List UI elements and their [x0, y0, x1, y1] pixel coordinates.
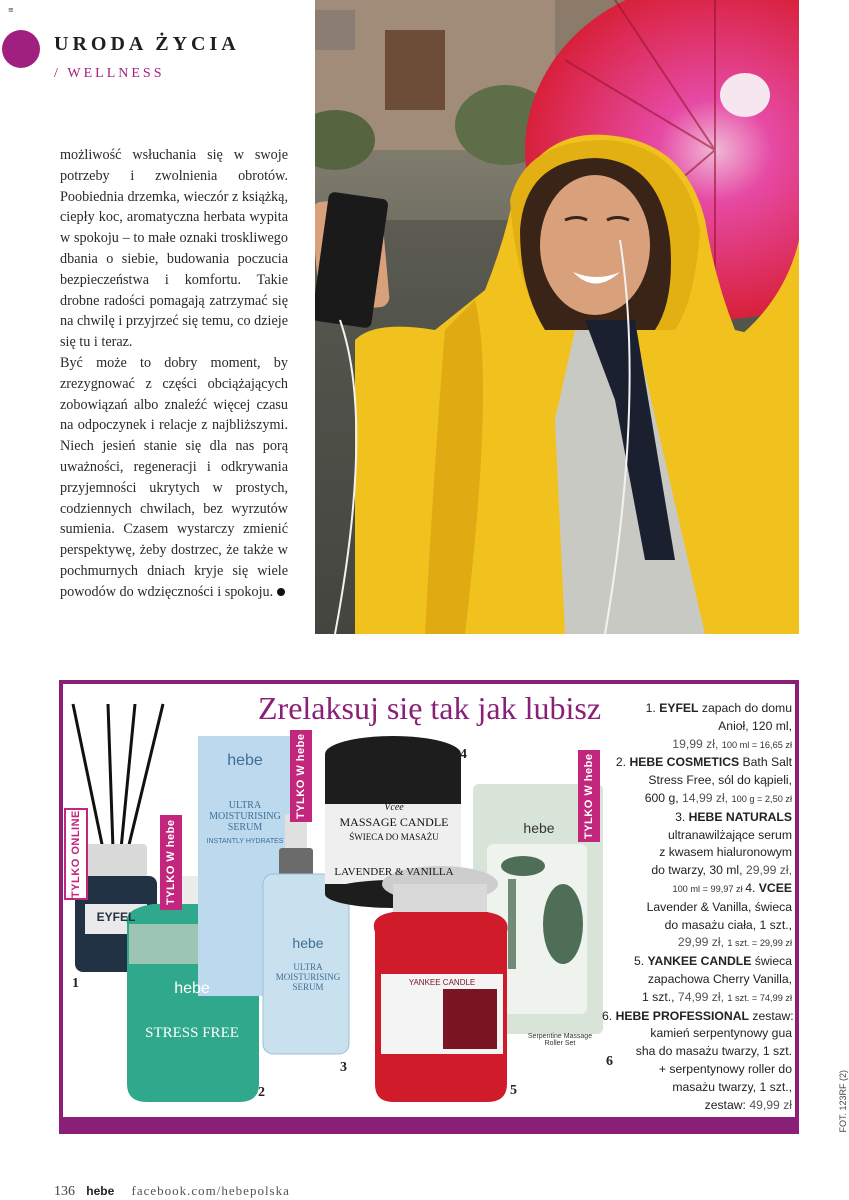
- description-price: 29,99 zł,: [677, 935, 728, 950]
- roller-brand: hebe: [523, 820, 555, 836]
- bath-salt-brand: hebe: [174, 980, 210, 997]
- description-line: [602, 934, 792, 953]
- description-pre: 2.: [615, 755, 630, 770]
- page-footer: [54, 1183, 290, 1200]
- description-text: zestaw:: [704, 1097, 750, 1112]
- product-number-4: 4: [460, 747, 467, 762]
- description-line: [602, 790, 792, 809]
- description-line: [602, 880, 792, 899]
- description-text: Lavender & Vanilla, świeca: [646, 899, 792, 914]
- article-paragraph-2: [60, 353, 288, 603]
- description-line: [602, 1008, 792, 1026]
- description-small: 1 szt. = 74,99 zł: [727, 992, 792, 1003]
- massage-candle-sub: ŚWIECA DO MASAŻU: [349, 832, 439, 842]
- tag-online: TYLKO ONLINE: [64, 808, 88, 900]
- hero-photo: [315, 0, 799, 634]
- serum-box-extra: INSTANTLY HYDRATES: [206, 838, 284, 845]
- description-price: 49,99 zł: [749, 1097, 792, 1112]
- description-line: [602, 772, 792, 790]
- description-text: Anioł, 120 ml,: [718, 718, 792, 733]
- serum-box-brand: hebe: [227, 752, 263, 769]
- description-line: [602, 971, 792, 989]
- description-small: 1 szt. = 29,99 zł: [727, 938, 792, 949]
- description-line: [602, 827, 792, 845]
- product-number-1: 1: [72, 976, 79, 991]
- massage-candle-brand: Vcee: [384, 802, 404, 813]
- roller-name: Serpentine Massage Roller Set: [527, 1033, 593, 1047]
- description-text: z kwasem hialuronowym: [659, 845, 792, 860]
- article-paragraph-1: możliwość wsłuchania się w swoje potrzeby i zwolnienia obrotów. Poobiednia drzemka, wieczór z książką, ciepły koc, aromatyczna herbata wypita w spokoju – to małe oznaki troskliwego dbania o siebie, budowania poczucia bezpieczeństwa i komfortu. Takie drobne radości pomagają zatrzymać się na chwilę i przyjrzeć się temu, co dzieje się tu i teraz.: [60, 147, 288, 351]
- description-line: [602, 1061, 792, 1079]
- description-text: 1 szt.,: [642, 989, 678, 1004]
- massage-candle-name: MASSAGE CANDLE: [339, 815, 449, 829]
- product-number-6: 6: [606, 1054, 613, 1069]
- description-bold: YANKEE CANDLE: [647, 954, 752, 969]
- description-text: zapachowa Cherry Vanilla,: [647, 971, 792, 986]
- serum-box-name: ULTRA MOISTURISING SERUM: [209, 800, 281, 833]
- description-price: 19,99 zł,: [672, 736, 722, 751]
- description-pre: 1.: [645, 701, 660, 715]
- description-line: [602, 718, 792, 736]
- description-line: [602, 899, 792, 917]
- description-text: świeca: [751, 954, 792, 969]
- description-line: [602, 736, 792, 755]
- section-dot: [2, 30, 40, 68]
- description-price: 74,99 zł,: [677, 989, 728, 1004]
- description-text: do twarzy, 30 ml,: [651, 863, 746, 878]
- description-line: [602, 862, 792, 880]
- massage-candle-scent: LAVENDER & VANILLA: [334, 866, 454, 878]
- tag-hebe-6: TYLKO W hebe: [578, 750, 600, 842]
- description-text: + serpentynowy roller do: [658, 1061, 792, 1076]
- description-line: [602, 1025, 792, 1043]
- subtitle-slash: /: [54, 66, 61, 81]
- description-price: 14,99 zł,: [682, 790, 732, 805]
- description-line: [602, 754, 792, 772]
- corner-mark: ≡: [8, 6, 14, 14]
- description-text: Stress Free, sól do kąpieli,: [648, 773, 792, 788]
- product-number-5: 5: [510, 1083, 517, 1098]
- description-line: [602, 1043, 792, 1061]
- product-box-title: Zrelaksuj się tak jak lubisz: [258, 690, 602, 726]
- products-illustration: [63, 684, 603, 1124]
- description-line: [602, 809, 792, 827]
- footer-brand: hebe: [86, 1184, 115, 1198]
- description-text: zapach do domu: [698, 701, 792, 715]
- description-bold: HEBE NATURALS: [688, 809, 792, 824]
- description-text: sha do masażu twarzy, 1 szt.: [635, 1044, 792, 1059]
- description-small: 100 g = 2,50 zł: [731, 793, 792, 804]
- description-pre: 6.: [602, 1008, 616, 1023]
- description-price: 29,99 zł,: [745, 863, 792, 878]
- article-paragraph-2-text: Być może to dobry moment, by zrezygnować z części obciążających zobowiązań albo znaleźć więcej czasu na odpoczynek i relacje z najbliższymi. Niech jesień stanie się dla nas porą uważności, regeneracji i odkrywania przyjemności ukrytych w prostych, codziennych chwilach, bez wyrzutów sumienia. Czasem wystarczy zmienić perspektywę, żeby dostrzec, że także w pochmurnych dniach kryje się wiele powodów do wdzięczności i spokoju.: [60, 354, 288, 600]
- product-descriptions: [602, 700, 792, 1114]
- description-bold: HEBE PROFESSIONAL: [615, 1008, 749, 1023]
- description-text: kamień serpentynowy gua: [650, 1026, 792, 1041]
- tag-hebe-2: TYLKO W hebe: [160, 815, 182, 910]
- description-text: do masażu ciała, 1 szt.,: [664, 917, 792, 932]
- description-line: [602, 953, 792, 971]
- photo-credit: FOT. 123RF (2): [838, 1070, 848, 1133]
- product-number-3: 3: [340, 1060, 347, 1075]
- end-mark: [277, 588, 285, 596]
- description-bold: EYFEL: [659, 701, 699, 715]
- description-line: [602, 844, 792, 862]
- description-text: zestaw:: [748, 1008, 794, 1023]
- eyfel-label: EYFEL: [96, 910, 136, 924]
- description-small: 100 ml = 99,97 zł: [672, 883, 746, 894]
- description-text: masażu twarzy, 1 szt.,: [672, 1079, 792, 1094]
- footer-url[interactable]: facebook.com/hebepolska: [131, 1183, 290, 1198]
- section-subtitle: [54, 66, 165, 82]
- description-bold: HEBE COSMETICS: [629, 755, 740, 770]
- description-line: [602, 917, 792, 935]
- description-pre: 3.: [675, 809, 689, 824]
- description-bold: VCEE: [758, 880, 792, 895]
- description-small: 100 ml = 16,65 zł: [721, 739, 792, 750]
- description-line: [602, 989, 792, 1008]
- article-body: [60, 145, 288, 603]
- page-number: 136: [54, 1184, 75, 1199]
- description-pre: 5.: [633, 954, 648, 969]
- yankee-label: YANKEE CANDLE: [408, 978, 476, 987]
- description-text: 600 g,: [644, 790, 682, 805]
- serum-bottle-brand: hebe: [292, 935, 324, 951]
- bath-salt-name: STRESS FREE: [145, 1025, 239, 1041]
- serum-bottle-name: ULTRA MOISTURISING SERUM: [275, 962, 341, 992]
- tag-hebe-3: TYLKO W hebe: [290, 730, 312, 822]
- subtitle-text: WELLNESS: [67, 66, 165, 81]
- description-text: Bath Salt: [739, 755, 792, 770]
- hero-photo-illustration: [315, 0, 799, 634]
- section-title: URODA ŻYCIA: [54, 33, 240, 55]
- description-text: ultranawilżające serum: [668, 827, 792, 842]
- description-line: [602, 1097, 792, 1115]
- description-line: [602, 1079, 792, 1097]
- description-pre: 4.: [745, 880, 759, 895]
- description-line: [602, 700, 792, 718]
- product-number-2: 2: [258, 1085, 265, 1100]
